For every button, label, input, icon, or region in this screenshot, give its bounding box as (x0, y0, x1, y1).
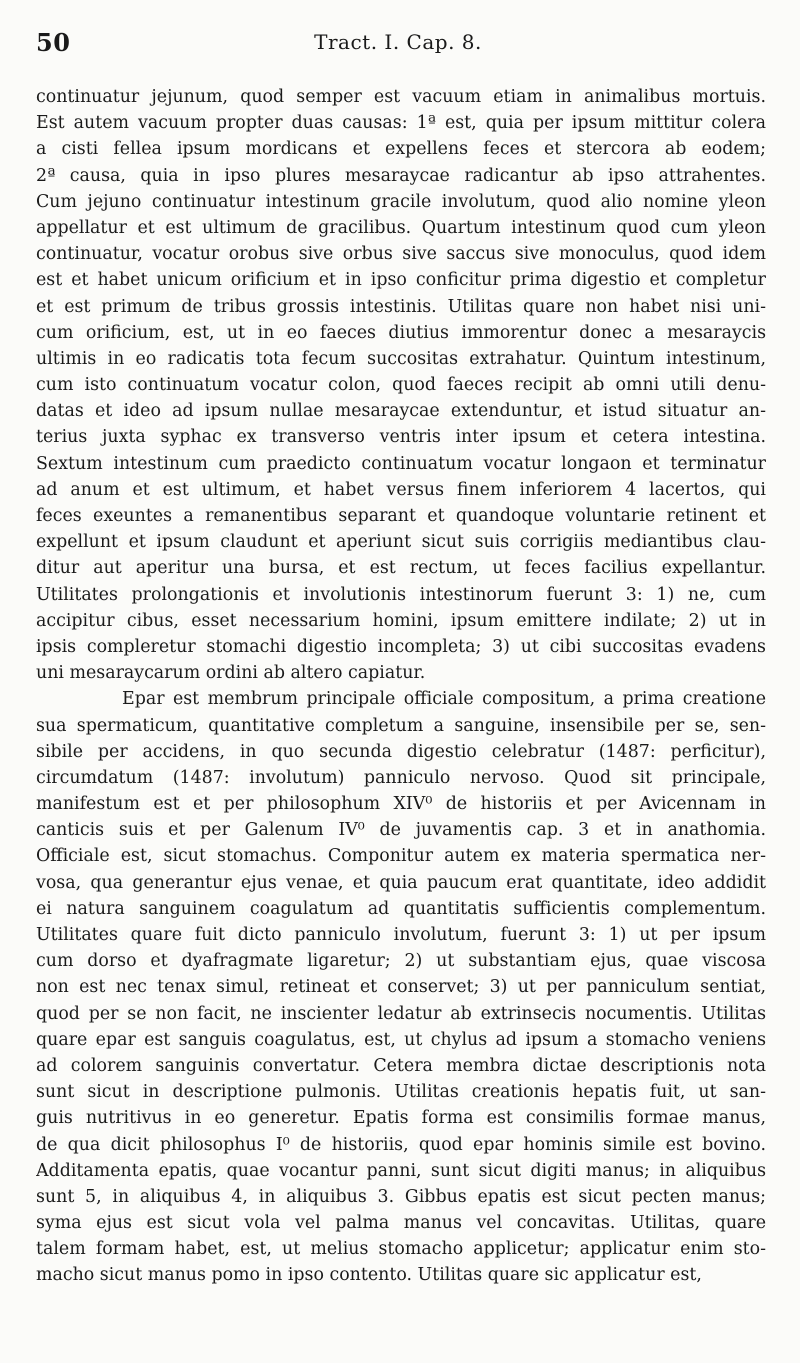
text-line: cum isto continuatum vocatur colon, quod faeces recipit ab omni utili denu- (36, 375, 766, 396)
text-line: sibile per accidens, in quo secunda digestio celebratur (1487: perficitur), (36, 741, 766, 762)
text-line: vosa, qua generantur ejus venae, et quia paucum erat quantitate, ideo addidit (36, 872, 766, 893)
text-line: Epar est membrum principale officiale compositum, a prima creatione (122, 689, 766, 710)
text-line: est et habet unicum orificium et in ipso conficitur prima digestio et completur (36, 270, 766, 291)
text-line: et est primum de tribus grossis intestinis. Utilitas quare non habet nisi uni- (36, 296, 766, 317)
text-line: accipitur cibus, esset necessarium homini, ipsum emittere indilate; 2) ut in (36, 610, 766, 631)
text-line: de qua dicit philosophus I⁰ de historiis, quod epar hominis simile est bovino. (36, 1134, 766, 1155)
text-line: macho sicut manus pomo in ipso contento. Utilitas quare sic applicatur est, (36, 1265, 702, 1286)
text-line: Additamenta epatis, quae vocantur panni, sunt sicut digiti manus; in aliquibus (36, 1160, 766, 1181)
text-line: non est nec tenax simul, retineat et conservet; 3) ut per panniculum sentiat, (36, 977, 766, 998)
text-line: talem formam habet, est, ut melius stomacho applicetur; applicatur enim sto- (36, 1239, 766, 1260)
text-line: 2ª causa, quia in ipso plures mesaraycae radicantur ab ipso attrahentes. (36, 165, 766, 186)
paragraph (36, 84, 766, 686)
text-line: manifestum est et per philosophum XIV⁰ de historiis et per Avicennam in (36, 794, 766, 815)
text-line: ad anum et est ultimum, et habet versus finem inferiorem 4 lacertos, qui (36, 479, 766, 500)
text-line: ditur aut aperitur una bursa, et est rectum, ut feces facilius expellantur. (36, 558, 766, 579)
text-line: ipsis compleretur stomachi digestio incompleta; 3) ut cibi succositas evadens (36, 636, 766, 657)
text-line: sunt 5, in aliquibus 4, in aliquibus 3. Gibbus epatis est sicut pecten manus; (36, 1186, 766, 1207)
text-line: Officiale est, sicut stomachus. Componitur autem ex materia spermatica ner- (36, 846, 766, 867)
text-line: continuatur jejunum, quod semper est vacuum etiam in animalibus mortuis. (36, 87, 766, 107)
text-line: a cisti fellea ipsum mordicans et expellens feces et stercora ab eodem; (36, 139, 766, 160)
text-line: cum dorso et dyafragmate ligaretur; 2) ut substantiam ejus, quae viscosa (36, 951, 766, 972)
text-line: quod per se non facit, ne inscienter ledatur ab extrinsecis nocumentis. Utilitas (36, 1003, 766, 1024)
text-line: Sextum intestinum cum praedicto continuatum vocatur longaon et terminatur (36, 453, 766, 474)
text-line: sua spermaticum, quantitative completum a sanguine, insensibile per se, sen- (36, 715, 766, 736)
text-line: Utilitates quare fuit dicto panniculo involutum, fuerunt 3: 1) ut per ipsum (36, 925, 766, 945)
text-line: datas et ideo ad ipsum nullae mesaraycae extenduntur, et istud situatur an- (36, 401, 766, 422)
paragraph (36, 686, 766, 1288)
text-line: continuatur, vocatur orobus sive orbus sive saccus sive monoculus, quod idem (36, 244, 766, 265)
text-line: ultimis in eo radicatis tota fecum succositas extrahatur. Quintum intestinum, (36, 348, 766, 369)
text-line: cum orificium, est, ut in eo faeces diutius immorentur donec a mesaraycis (36, 322, 766, 343)
text-line: circumdatum (1487: involutum) panniculo nervoso. Quod sit principale, (36, 767, 766, 788)
text-line: sunt sicut in descriptione pulmonis. Utilitas creationis hepatis fuit, ut san- (36, 1082, 766, 1103)
text-line: syma ejus est sicut vola vel palma manus vel concavitas. Utilitas, quare (36, 1213, 766, 1234)
text-line: terius juxta syphac ex transverso ventris inter ipsum et cetera intestina. (36, 427, 766, 448)
main-text (36, 84, 766, 1289)
text-line: uni mesaraycarum ordini ab altero capiatur. (36, 663, 426, 684)
text-line: expellunt et ipsum claudunt et aperiunt sicut suis corrigiis mediantibus clau- (36, 532, 766, 553)
text-line: canticis suis et per Galenum IV⁰ de juvamentis cap. 3 et in anathomia. (36, 820, 766, 841)
text-line: guis nutritivus in eo generetur. Epatis forma est consimilis formae manus, (36, 1108, 766, 1129)
page-number: 50 (36, 28, 71, 57)
text-line: quare epar est sanguis coagulatus, est, ut chylus ad ipsum a stomacho veniens (36, 1029, 766, 1050)
text-line: feces exeuntes a remanentibus separant et quandoque voluntarie retinent et (36, 506, 766, 526)
text-line: appellatur et est ultimum de gracilibus. Quartum intestinum quod cum yleon (36, 217, 766, 238)
text-line: Utilitates prolongationis et involutionis intestinorum fuerunt 3: 1) ne, cum (36, 584, 766, 605)
text-line: ei natura sanguinem coagulatum ad quantitatis sufficientis complementum. (36, 898, 766, 919)
text-line: Est autem vacuum propter duas causas: 1ª est, quia per ipsum mittitur colera (36, 113, 766, 134)
paragraph-container (36, 84, 766, 1289)
text-line: Cum jejuno continuatur intestinum gracile involutum, quod alio nomine yleon (36, 191, 766, 212)
running-head: Tract. I. Cap. 8. (314, 30, 482, 54)
page-header (36, 28, 760, 64)
text-line: ad colorem sanguinis convertatur. Cetera membra dictae descriptionis nota (36, 1055, 766, 1076)
